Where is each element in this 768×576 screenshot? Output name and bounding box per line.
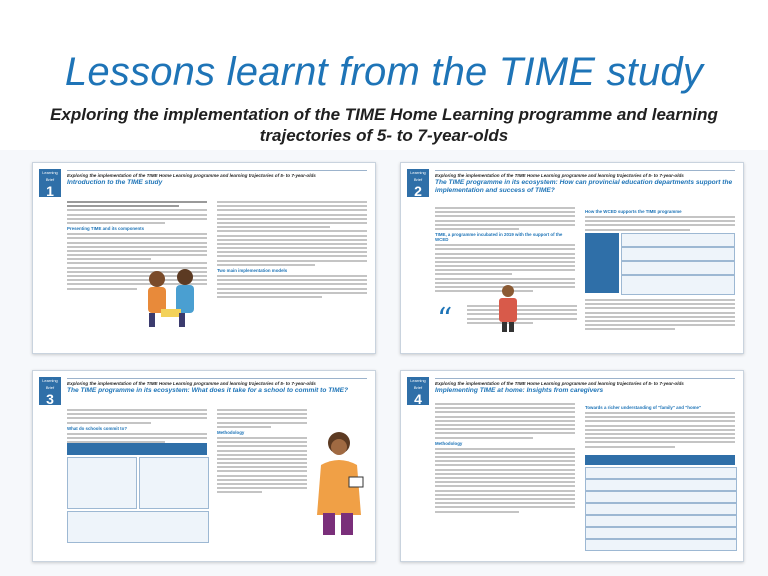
diagram-row	[621, 261, 735, 275]
table-row	[585, 467, 737, 479]
tab-label: Learning Brief	[42, 378, 58, 390]
learning-brief-card-3[interactable]	[32, 370, 376, 562]
section-heading: Methodology	[435, 440, 463, 446]
brief-number-tab	[39, 377, 61, 405]
card-heading: Implementing TIME at home: Insights from caregivers	[435, 387, 604, 394]
card-title: Exploring the implementation of the TIME Home Learning programme and learning trajectories of 5- to 7-year-olds	[67, 173, 316, 178]
section-heading: What do schools commit to?	[67, 425, 128, 431]
diagram-row	[621, 233, 735, 247]
learning-brief-card-2[interactable]	[400, 162, 744, 354]
text-column-bottom	[585, 299, 735, 333]
diagram-column	[139, 457, 209, 509]
text-column-right	[217, 409, 307, 496]
table-row	[585, 527, 737, 539]
divider	[435, 170, 735, 171]
brief-number: 1	[46, 183, 54, 199]
page-title: Lessons learnt from the TIME study	[64, 50, 704, 94]
teacher-illustration	[305, 429, 369, 539]
card-heading: The TIME programme in its ecosystem: What does it take for a school to commit to TIME?	[67, 387, 349, 394]
tab-label: Learning Brief	[410, 378, 426, 390]
diagram-footer	[67, 511, 209, 543]
tab-label: Learning Brief	[42, 170, 58, 182]
table-row	[585, 515, 737, 527]
children-illustration	[141, 265, 203, 329]
official-illustration	[493, 283, 523, 333]
brief-number: 4	[414, 391, 422, 407]
text-column-right	[585, 207, 735, 233]
text-column-left	[435, 403, 575, 515]
card-title: Exploring the implementation of the TIME Home Learning programme and learning trajectories of 5- to 7-year-olds	[435, 381, 684, 386]
brief-number-tab	[39, 169, 61, 197]
text-column-right	[217, 201, 367, 300]
diagram-left-column	[585, 233, 619, 293]
divider	[67, 170, 367, 171]
brief-number-tab	[407, 169, 429, 197]
diagram-column	[67, 457, 137, 509]
card-heading: The TIME programme in its ecosystem: How can provincial education departments support the implementation and success of TIME?	[435, 179, 733, 194]
page-subtitle: Exploring the implementation of the TIME Home Learning programme and learning trajectories of 5- to 7-year-olds	[50, 105, 718, 145]
section-heading: Presenting TIME and its components	[67, 226, 145, 232]
table-row	[585, 479, 737, 491]
card-title: Exploring the implementation of the TIME Home Learning programme and learning trajectories of 5- to 7-year-olds	[67, 381, 316, 386]
table-row	[585, 539, 737, 551]
divider	[67, 378, 367, 379]
section-heading: TIME, a programme incubated in 2019 with the support of the WCED	[435, 232, 563, 243]
learning-brief-card-4[interactable]	[400, 370, 744, 562]
brief-number: 2	[414, 183, 422, 199]
text-column-left	[67, 409, 207, 445]
section-heading: Two main implementation models	[217, 268, 288, 273]
card-title: Exploring the implementation of the TIME Home Learning programme and learning trajectories of 5- to 7-year-olds	[435, 173, 684, 178]
text-column-right	[585, 403, 735, 450]
brief-number: 3	[46, 391, 54, 407]
table-row	[585, 491, 737, 503]
section-heading: How the WCED supports the TIME programme	[585, 209, 682, 214]
diagram-row	[621, 247, 735, 261]
card-heading: Introduction to the TIME study	[67, 179, 163, 186]
diagram-row	[621, 275, 735, 295]
svg-text:“: “	[437, 302, 453, 337]
divider	[435, 378, 735, 379]
brief-number-tab	[407, 377, 429, 405]
section-heading: Methodology	[217, 429, 245, 435]
table-row	[585, 503, 737, 515]
learning-brief-card-1[interactable]	[32, 162, 376, 354]
diagram-header	[67, 443, 207, 455]
tab-label: Learning Brief	[410, 170, 426, 182]
section-heading: Towards a richer understanding of "family" and "home"	[585, 405, 702, 410]
table-header	[585, 455, 735, 465]
text-column-left	[435, 207, 575, 294]
